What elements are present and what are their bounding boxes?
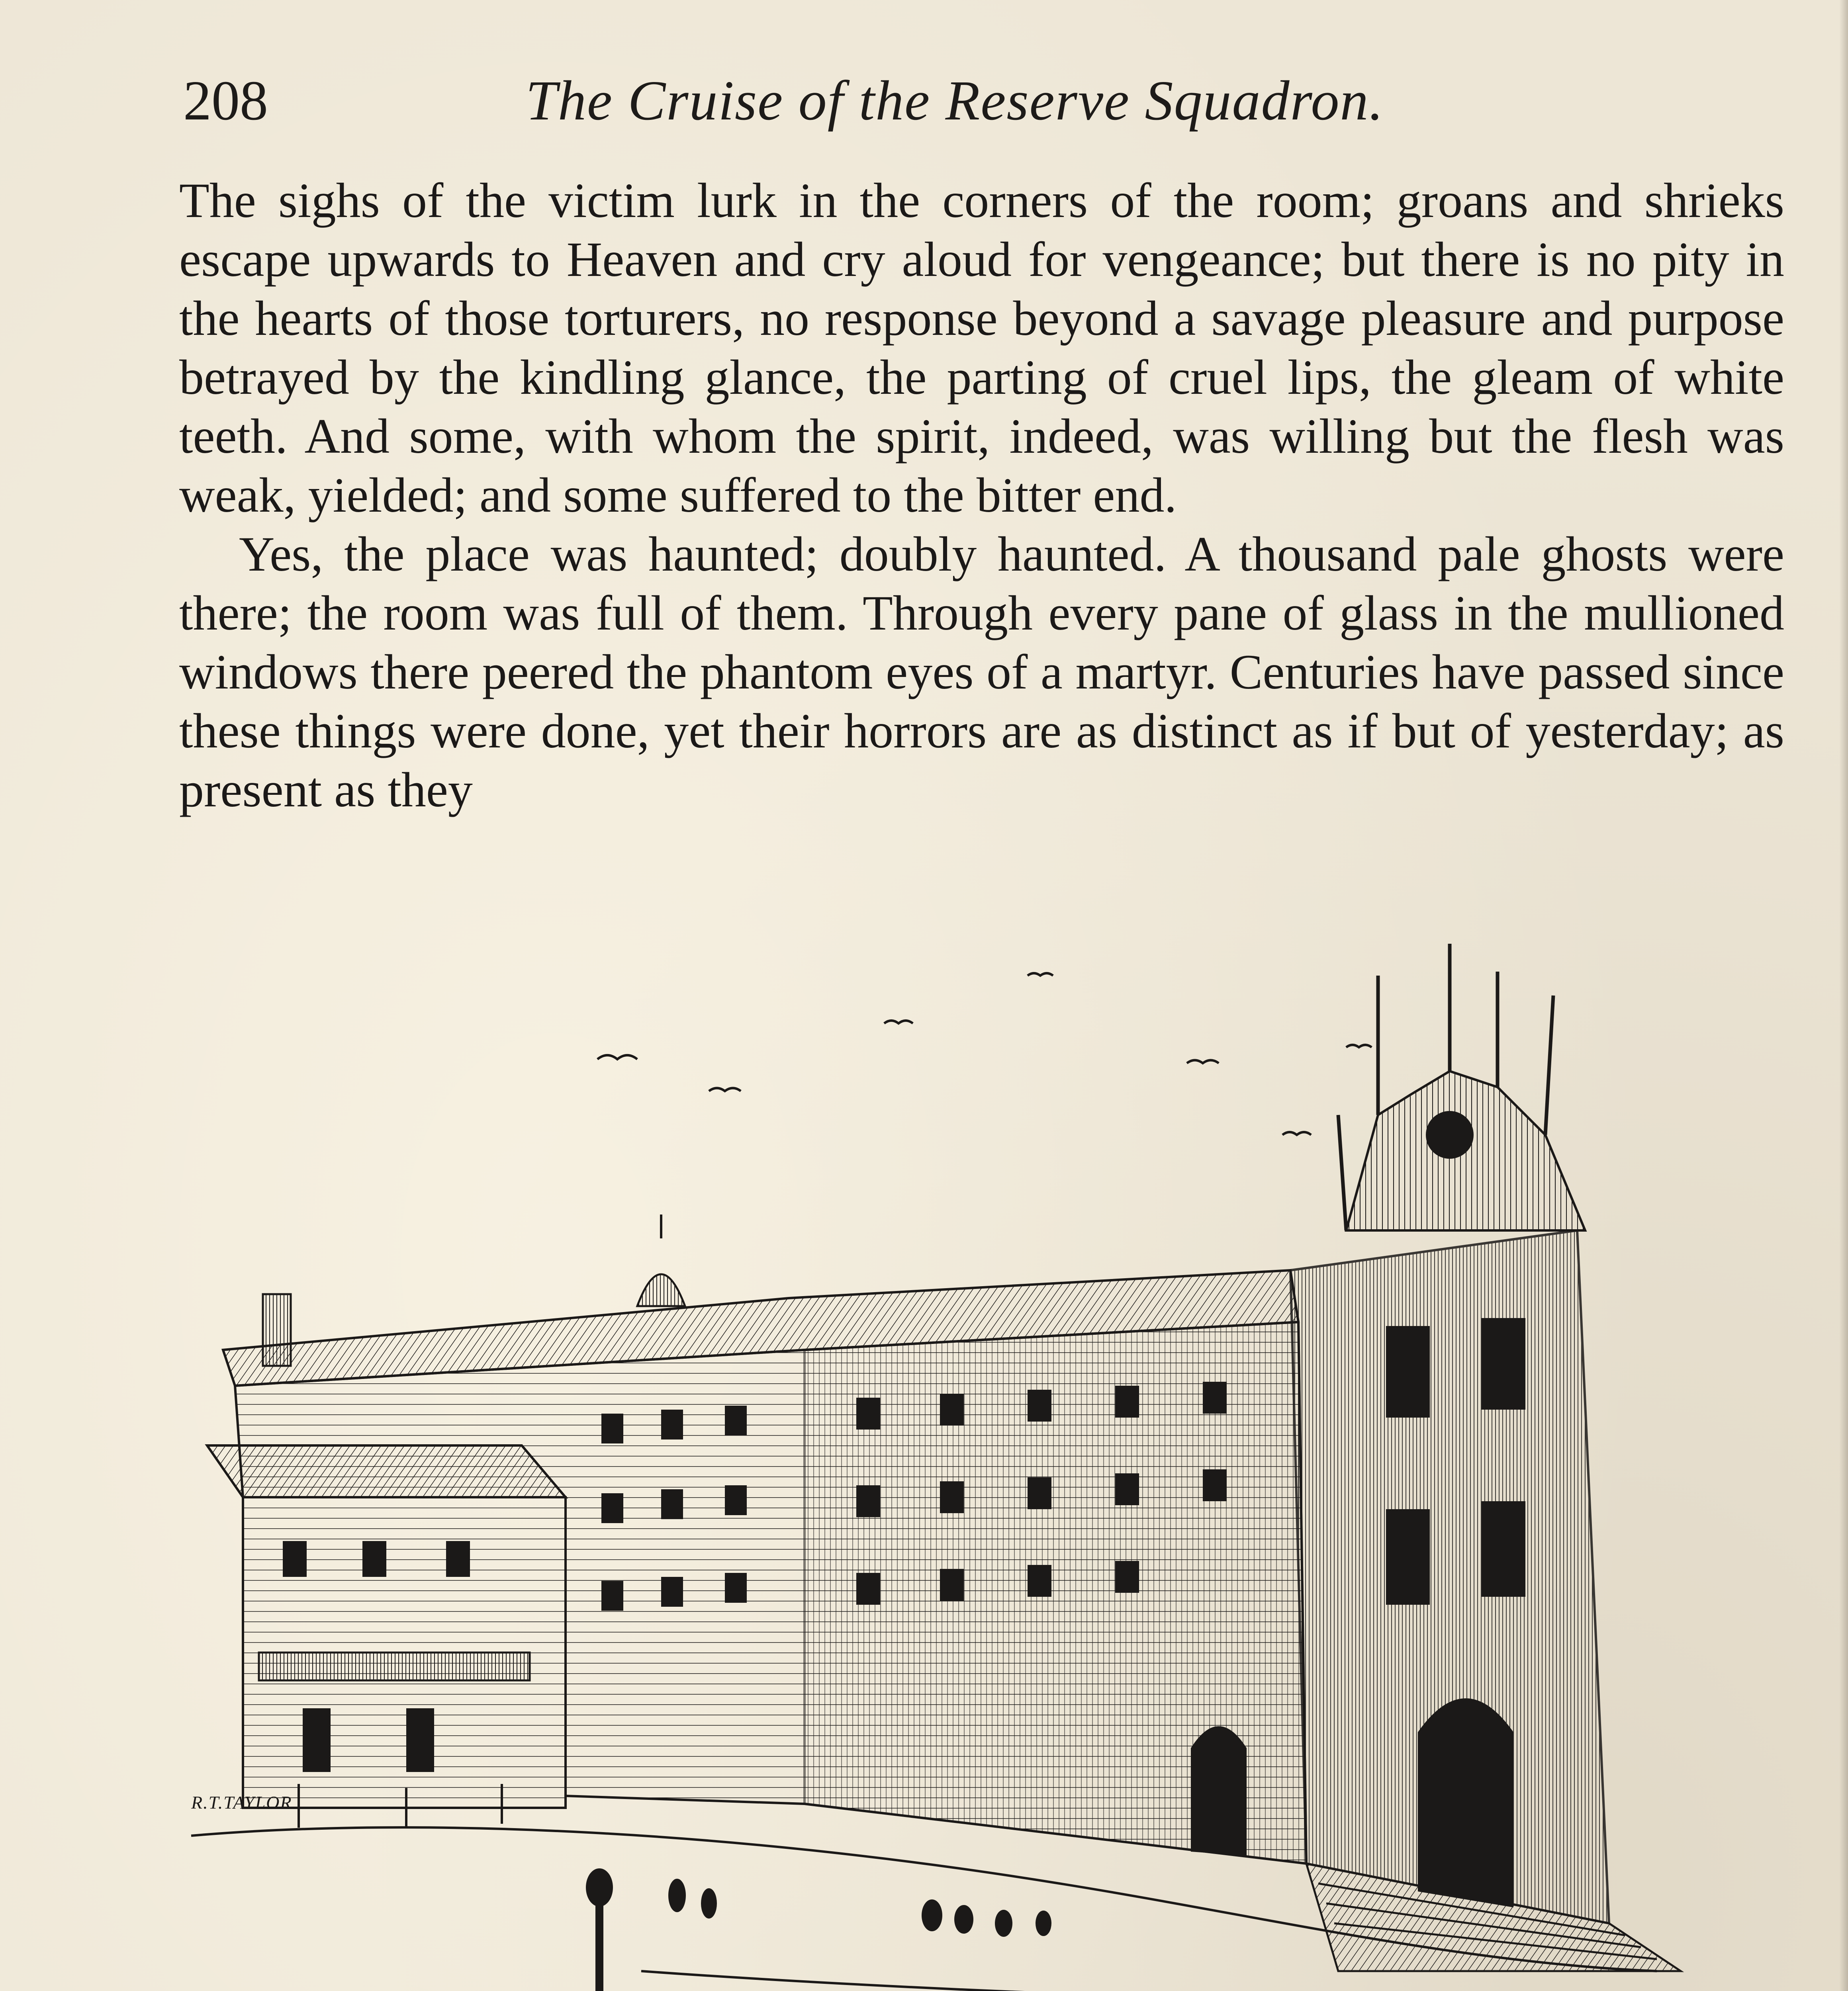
text-block-top xyxy=(179,171,1784,819)
page-edge-shadow xyxy=(1839,0,1848,1991)
artist-signature: R.T.TAYLOR xyxy=(191,1792,292,1813)
running-title: The Cruise of the Reserve Squadron. xyxy=(526,69,1384,132)
page-number: 208 xyxy=(183,69,268,132)
paragraph: The sighs of the victim lurk in the corners of the room; groans and shrieks escape upwards to Heaven and cry aloud for vengeance; but there is no pity in the hearts of those torturers, no response beyond a savage pleasure and purpose betrayed by the kindling glance, the parting of cruel lips, the gleam of white teeth. And some, with whom the spirit, indeed, was willing but the flesh was weak, yielded; and some suffered to the bitter end. xyxy=(179,173,1784,522)
engraving-drawing xyxy=(183,928,1736,1991)
birds xyxy=(597,973,1372,1135)
engraving-illustration xyxy=(183,928,1736,1991)
paragraph: Yes, the place was haunted; doubly haunted. A thousand pale ghosts were there; the room was full of them. Through every pane of glass in the mullioned windows there peered the phantom eyes of a martyr. Centuries have passed since these things were done, yet their horrors are as distinct as if but of yesterday; as present as they xyxy=(179,527,1784,817)
running-header xyxy=(183,60,1665,139)
